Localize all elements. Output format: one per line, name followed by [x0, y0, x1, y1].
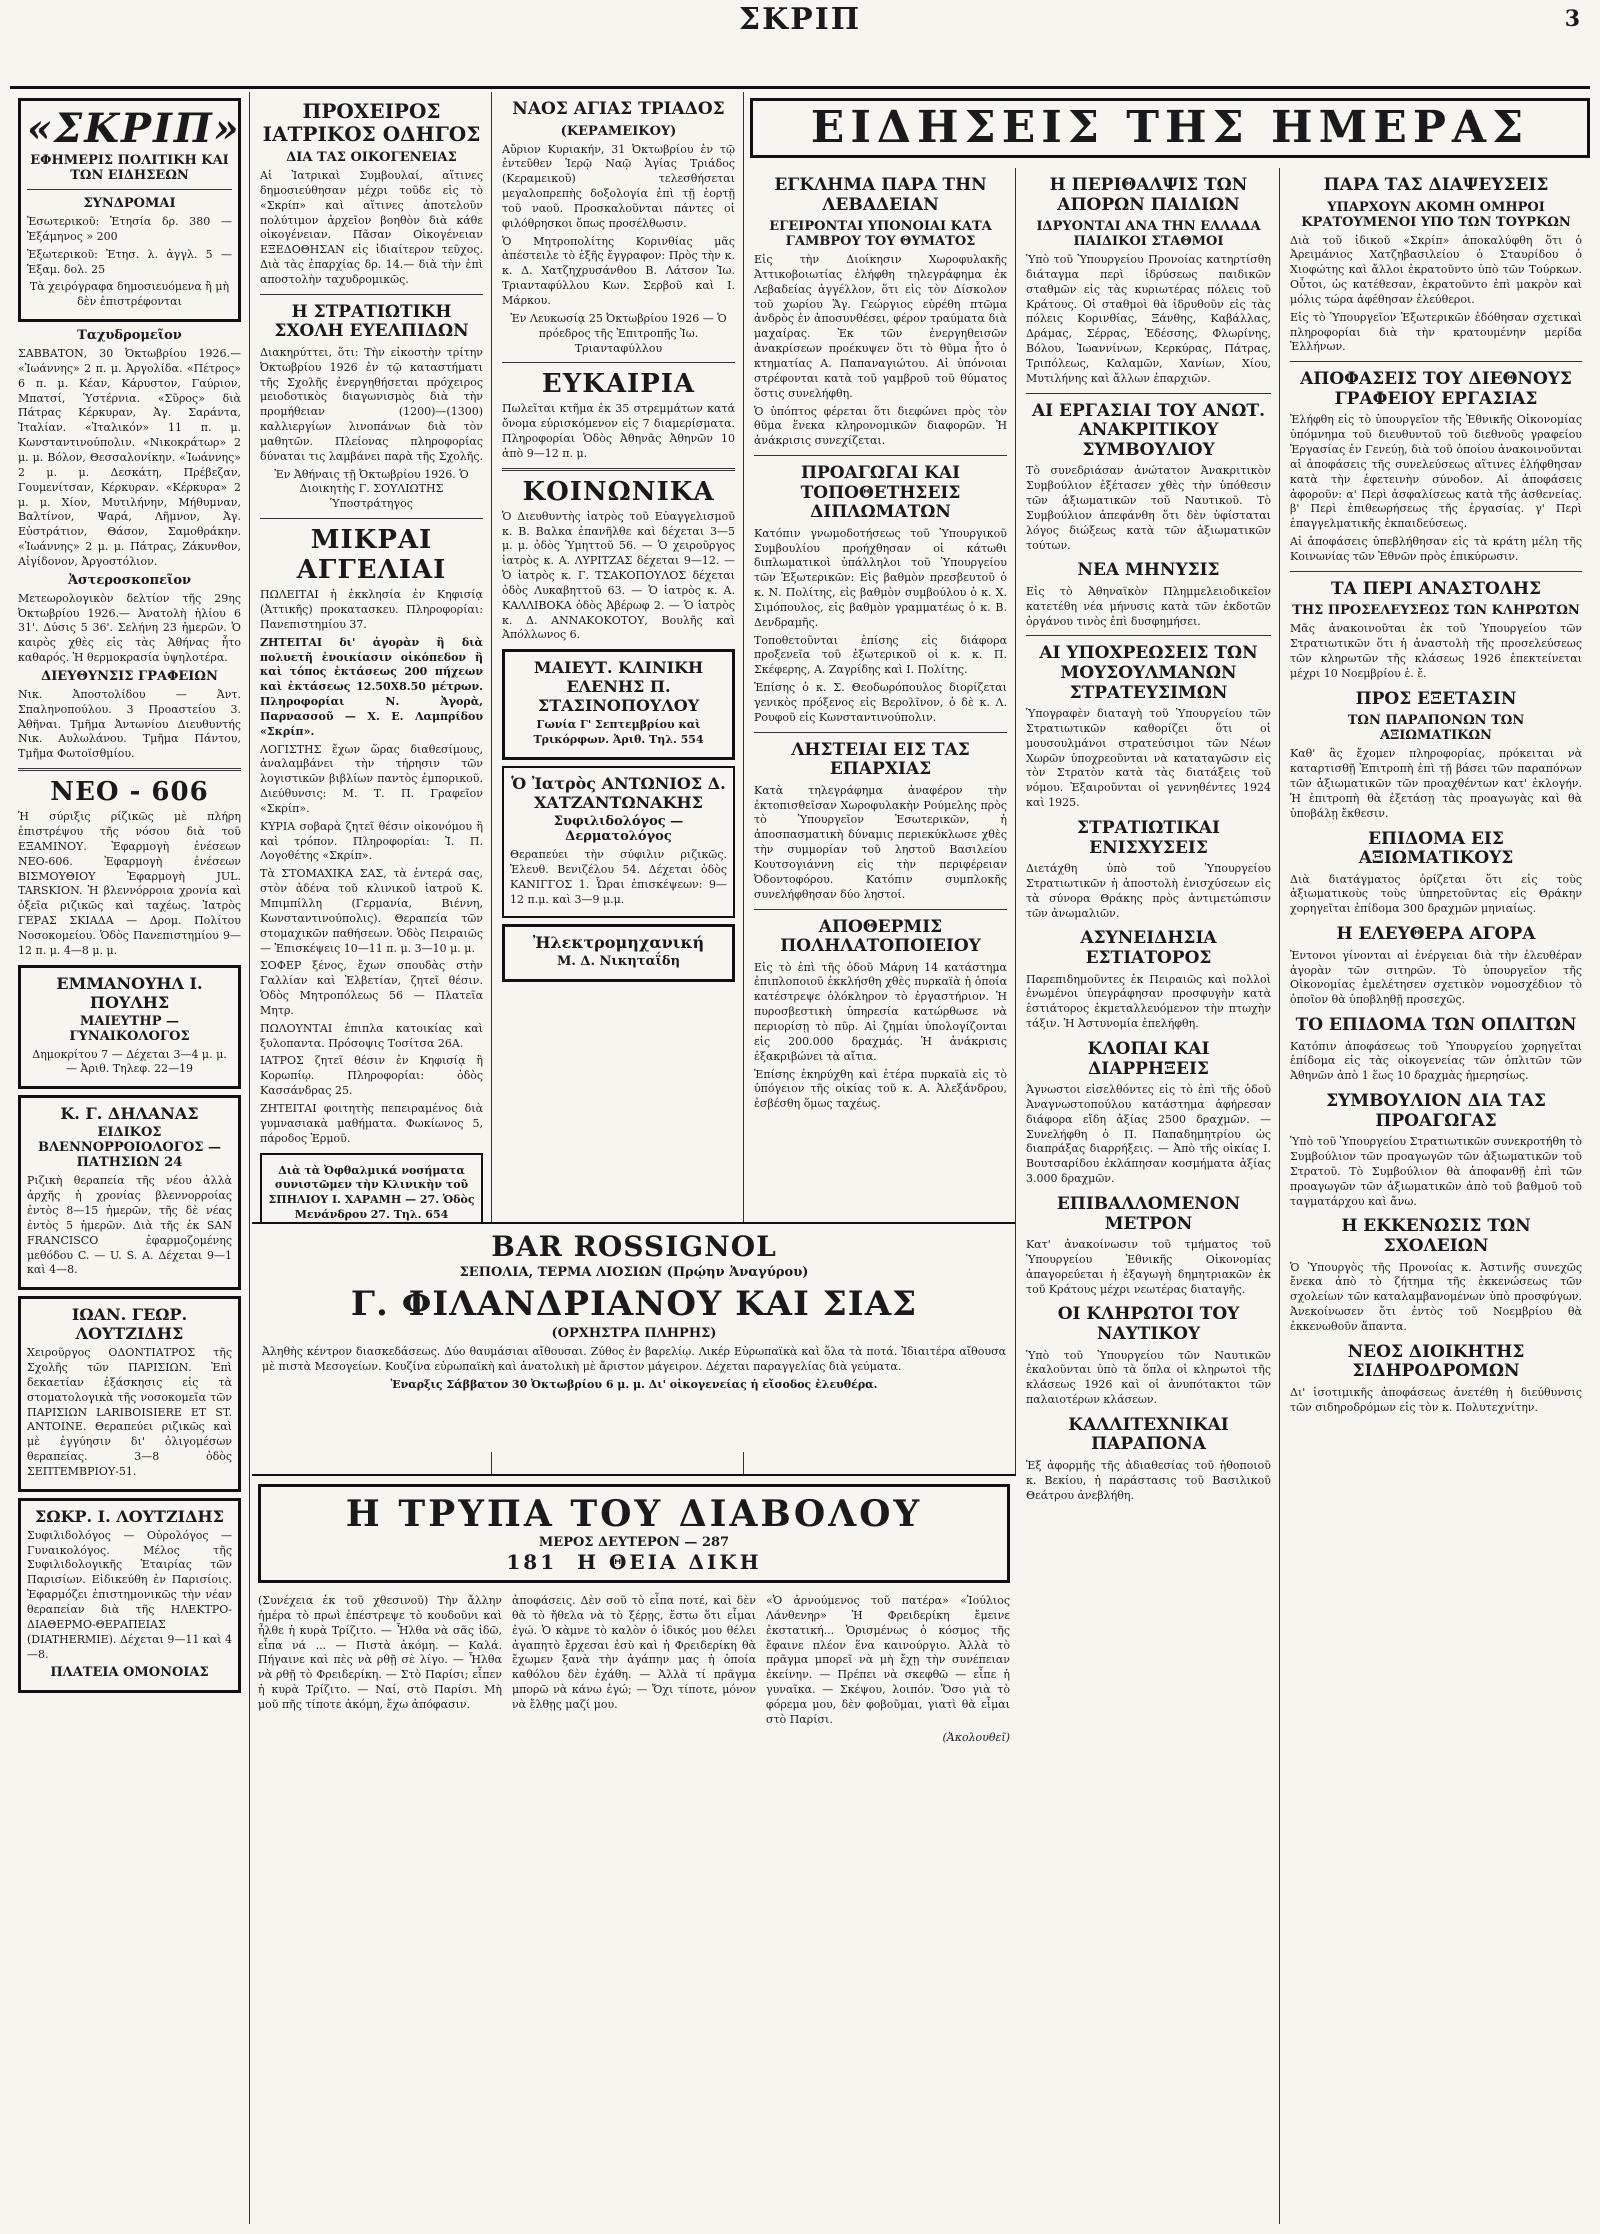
thefts-text: Ἀγνωστοι εἰσελθόντες εἰς τὸ ἐπὶ τῆς ὁδοῦ Ἀναγνωστοπούλου κατάστημα ἀφήρεσαν διάφορα εἴδη ἀξίας 2500 δραχμῶν. — Συνελήφθη ὁ Π. Παπαδημητρίου ὡς διαπράξας διαρρήξεις. — Ἀπὸ τῆς οἰκίας Ι. Βουτσαρίδου ἐκλάπησαν κοσμήματα ἀξίας 3.000 δραχμῶν.	[1026, 1083, 1271, 1186]
thefts-title: ΚΛΟΠΑΙ ΚΑΙ ΔΙΑΡΡΗΞΕΙΣ	[1087, 1038, 1210, 1079]
exam-text: Καθ' ἃς ἔχομεν πληροφορίας, πρόκειται νὰ καταρτισθῇ Ἐπιτροπὴ ἐπὶ τῇ βάσει τῶν παραπόνων τῶν ἀξιωματικῶν τῶν προαχθέντων κατ' ἐκλογήν. Ἡ ἐπιτροπὴ θὰ ἐξετάσῃ τὰς προαγωγὰς καὶ θὰ ὑποβάλῃ ἔκθεσιν.	[1290, 747, 1582, 820]
column-1	[10, 92, 250, 2224]
masthead-box	[18, 98, 241, 322]
muslim-conscripts-text: Ὑπογραφὲν διαταγὴ τοῦ Ὑπουργείου τῶν Στρατιωτικῶν καθορίζει ὅτι οἱ μουσουλμάνοι στρατεύσιμοι τῶν Νέων Χωρῶν ὑποχρεοῦνται νὰ καταταγῶσιν εἰς τὸν Στρατὸν κατὰ τὰς διατάξεις τοῦ νόμου. Ἐξαιροῦνται οἱ γεννηθέντες 1924 καὶ 1925.	[1026, 707, 1271, 810]
free-market-text: Ἐντονοι γίνονται αἱ ἐνέργειαι διὰ τὴν ἐλευθέραν ἀγορὰν τῶν σιτηρῶν. Τὸ ὑπουργεῖον τῆς Οἰκονομίας ἐμελέτησεν σχετικὸν νομοσχέδιον τὸ ὁποῖον θὰ ὑποβληθῇ προσεχῶς.	[1290, 948, 1582, 1007]
railways-text: Δι' ἰσοτιμικῆς ἀποφάσεως ἀνετέθη ἡ διεύθυνσις τῶν σιδηροδρόμων εἰς τὸν κ. Πολυτεχνίτην.	[1290, 1385, 1582, 1414]
social-title: ΚΟΙΝΩΝΙΚΑ	[522, 476, 715, 507]
column-6	[1282, 168, 1590, 2224]
council-title: ΑΙ ΕΡΓΑΣΙΑΙ ΤΟΥ ΑΝΩΤ. ΑΝΑΚΡΙΤΙΚΟΥ ΣΥΜΒΟΥΛΙΟΥ	[1031, 400, 1266, 460]
bar-orchestra: (ΟΡΧΗΣΤΡΑ ΠΛΗΡΗΣ)	[551, 1326, 717, 1341]
novel-text-1: (Συνέχεια ἐκ τοῦ χθεσινοῦ) Τὴν ἄλλην ἡμέρα τὸ πρωὶ ἐπέστρεψε τὸ κουδοῦνι καὶ ἦλθε ἡ κυρὰ Τρίζιτο. — Ἦλθα νὰ σᾶς ἰδῶ, εἶπα νά ... — Πιστὰ ἀκόμη. — Καλά. Πήγαινε καὶ πὲς νὰ ρθῇ σὲ λίγο. — Ἦλθα νὰ ρθῇ τὸ Φρειδερίκη. — Στὸ Παρίσι; εἶπεν ἡ κυρὰ Τρίζιτο. — Ναί, στὸ Παρίσι. Μὴ μοῦ πῆς τίποτε ἀκόμη, ἔχω ἀπόφασιν.	[258, 1594, 502, 1711]
guide-text: Αἱ Ἰατρικαὶ Συμβουλαί, αἵτινες δημοσιεύθησαν μέχρι τοῦδε εἰς τὸ «Σκρίπ» καὶ αἵτινες ἀποτελοῦν πολύτιμον ἀρχεῖον βοηθὸν διὰ κάθε οἰκογένειαν. Πᾶσαν Οἰκογένειαν ΕΞΕΔΟΘΗΣΑΝ εἰς ἰδιαίτερον τεῦχος. Διὰ τὰς ἐπαρχίας δρ. 14.— διὰ τὴν ἐπὶ αποστολὴν ταχυδρομικῶς.	[260, 169, 483, 286]
guide-subtitle: ΔΙΑ ΤΑΣ ΟΙΚΟΓΕΝΕΙΑΣ	[286, 150, 457, 165]
electro-ad	[502, 924, 735, 982]
classified-8: ΙΑΤΡΟΣ ζητεῖ θέσιν ἐν Κηφισίᾳ ἢ Κορωπίῳ. Πληροφορίαι: ὁδὸς Κασσάνδρας 25.	[260, 1054, 483, 1098]
orphans-text: Ὑπὸ τοῦ Ὑπουργείου Προνοίας κατηρτίσθη διάταγμα περὶ ἱδρύσεως παιδικῶν σταθμῶν εἰς τὰς κυριωτέρας πόλεις τοῦ Κράτους. Οἱ σταθμοὶ θὰ ἱδρυθοῦν εἰς τὰς πόλεις Κορινθίας, Ξάνθης, Καβάλλας, Δράμας, Σέρρας, Ἐδέσσης, Φλωρίνης, Βόλου, Ἰωαννίνων, Κερκύρας, Πάτρας, Τριπόλεως, Καλαμῶν, Χανίων, Χίου, Μυτιλήνης καὶ ἄλλων ἐπαρχιῶν.	[1026, 253, 1271, 385]
doctor-ad	[502, 766, 735, 918]
subscriptions-title: ΣΥΝΔΡΟΜΑΙ	[83, 196, 176, 211]
fire-text-2: Ἐπίσης ἐκηρύχθη καὶ ἑτέρα πυρκαϊὰ εἰς τὸ ὑπόγειον τῆς οἰκίας τοῦ κ. Α. Ἀλεξάνδρου, ἐσβέσθη ὅμως ταχέως.	[754, 1067, 1007, 1111]
ad-pouliss-name: ΕΜΜΑΝΟΥΗΛ Ι. ΠΟΥΛΗΣ	[56, 973, 203, 1012]
novel-title: Η ΤΡΥΠΑ ΤΟΥ ΔΙΑΒΟΛΟΥ	[345, 1493, 923, 1535]
promotions-text-2: Τοποθετοῦνται ἐπίσης εἰς διάφορα προξενεῖα τοῦ ἐξωτερικοῦ οἱ κ. κ. Π. Σκέφερης, Α. Ζαγρίδης καὶ Ι. Πολίτης.	[754, 633, 1007, 677]
ad-loutzidis-doctor-name: ΣΩΚΡ. Ι. ΛΟΥΤΖΙΔΗΣ	[35, 1506, 224, 1526]
suspension-text: Μᾶς ἀνακοινοῦται ἐκ τοῦ Ὑπουργείου τῶν Στρατιωτικῶν ὅτι ἡ ἀναστολὴ τῆς προσελεύσεως τῶν κληρωτῶν τῆς κλάσεως 1926 ἐπεκτείνεται μέχρι 10 Νοεμβρίου ἐ. ἔ.	[1290, 622, 1582, 680]
church-signature: Ἐν Λευκωσίᾳ 25 Ὀκτωβρίου 1926 — Ὁ πρόεδρος τῆς Ἐπιτροπῆς Ἰω. Τριανταφύλλου	[510, 311, 727, 355]
novel-continued: (Ἀκολουθεῖ)	[942, 1730, 1010, 1744]
classified-1: ΠΩΛΕΙΤΑΙ ἡ ἐκκλησία ἐν Κηφισίᾳ (Ἀττικῆς) προκατασκευ. Πληροφορίαι: Πανεπιστημίου 37.	[260, 588, 483, 631]
page-number: 3	[1564, 6, 1580, 32]
labour-office-text: Ἐλήφθη εἰς τὸ ὑπουργεῖον τῆς Ἐθνικῆς Οἰκονομίας ὑπόμνημα τοῦ διευθυντοῦ τοῦ διεθνοῦς γραφείου Ἐργασίας ἐν Γενεύῃ, διὰ τοῦ ὁποίου ἀνακοινοῦνται αἱ ἀποφάσεις τῆς συνελεύσεως αἵτινες ἐλήφθησαν κατὰ τὴν ἐφετεινὴν σύνοδον. Αἱ ἀποφάσεις ἀφοροῦν: α' Περὶ ἀσφαλίσεως κατὰ τῆς ἀσθενείας. β' Περὶ ἐπιθεωρήσεως τῆς ἐργασίας. γ' Περὶ ἐπαγγελματικῆς ἐκπαιδεύσεως.	[1290, 413, 1582, 531]
novel-part: ΜΕΡΟΣ ΔΕΥΤΕΡΟΝ	[538, 1535, 680, 1550]
novel-text-2: ἀποφάσεις. Δὲν σοῦ τὸ εἶπα ποτέ, καὶ δὲν θὰ τὸ ἤθελα νὰ τὸ ξέρῃς, ἔστω ὅτι εἶμαι ἐγώ. Ὁ κὰμνε τὸ καλὸν ὁ ἰδικός μου θέλει ἀγαπητὸ ἔρχεσαι ἐσὺ καὶ ἡ Φρειδερίκη θὰ ἔχωμεν ξανὰ τὴν ἀγάπην μας ἡ ὁποία καθόλου δὲν ἐχάθη. — Ἀλλὰ τί πρᾶγμα μπορῶ νὰ κάνω ἐγώ; — Ὄχι τίποτε, μόνον νὰ ἔλθῃς μαζί μου.	[512, 1594, 756, 1711]
subscriptions-note: Τὰ χειρόγραφα δημοσιευόμενα ἢ μὴ δὲν ἐπιστρέφονται	[29, 280, 230, 309]
ad-dilanas-name: Κ. Γ. ΔΗΛΑΝΑΣ	[60, 1104, 199, 1124]
labour-office-title: ΑΠΟΦΑΣΕΙΣ ΤΟΥ ΔΙΕΘΝΟΥΣ ΓΡΑΦΕΙΟΥ ΕΡΓΑΣΙΑΣ	[1300, 369, 1572, 409]
bar-subtitle: ΣΕΠΟΛΙΑ, ΤΕΡΜΑ ΛΙΟΣΙΩΝ (Πρῴην Ἀναγύρου)	[459, 1265, 809, 1280]
navy-conscripts-title: ΟΙ ΚΛΗΡΩΤΟΙ ΤΟΥ ΝΑΥΤΙΚΟΥ	[1057, 1304, 1240, 1344]
bar-owner: Γ. ΦΙΛΑΝΔΡΙΑΝΟΥ ΚΑΙ ΣΙΑΣ	[350, 1284, 918, 1324]
ad-loutzidis-doctor-footer: ΠΛΑΤΕΙΑ ΟΜΟΝΟΙΑΣ	[50, 1665, 209, 1681]
eye-clinic-text: Διὰ τὰ Ὀφθαλμικά νοσήματα συνιστῶμεν τὴν Κλινικὴν τοῦ ΣΠΗΛΙΟΥ Ι. ΧΑΡΑΜΗ — 27. Ὁδὸς Μενάνδρου 27. Τηλ. 654	[268, 1163, 475, 1222]
church-text: Αὔριον Κυριακήν, 31 Ὀκτωβρίου ἐν τῷ ἐντεῦθεν Ἱερῷ Ναῷ Ἁγίας Τριάδος (Κεραμεικοῦ) τελεσθήσεται μεγαλοπρεπὴς δοξολογία ἐπὶ τῇ ἑορτῇ τοῦ ναοῦ. Προσκαλοῦνται πάντες οἱ φιλόθρησκοι ὅπως προσέλθωσιν.	[502, 142, 735, 230]
railways-title: ΝΕΟΣ ΔΙΟΙΚΗΤΗΣ ΣΙΔΗΡΟΔΡΟΜΩΝ	[1347, 1341, 1525, 1382]
school-signature: Ἐν Ἀθήναις τῇ Ὀκτωβρίου 1926. Ὁ Διοικητὴς Γ. ΣΟΥΛΙΩΤΗΣ Ὑποστράτηγος	[274, 467, 469, 511]
free-market-title: Η ΕΛΕΥΘΕΡΑ ΑΓΟΡΑ	[1336, 924, 1536, 945]
classified-6: ΣΟΦΕΡ ξένος, ἔχων σπουδὰς στὴν Γαλλίαν καὶ Ἑλβετίαν, ζητεῖ θέσιν. Ὁδὸς Μητροπόλεως 56 — Πλατεῖα Μητρ.	[260, 959, 483, 1017]
reinforcements-title: ΣΤΡΑΤΙΩΤΙΚΑΙ ΕΝΙΣΧΥΣΕΙΣ	[1077, 818, 1220, 858]
classified-9: ΖΗΤΕΙΤΑΙ φοιτητὴς πεπειραμένος διὰ γυμνασιακὰ μαθήματα. Φωκίωνος 5, πάροδος Ἑρμοῦ.	[260, 1101, 483, 1145]
guide-title: ΠΡΟΧΕΙΡΟΣ ΙΑΤΡΙΚΟΣ ΟΔΗΓΟΣ	[262, 99, 481, 146]
hostages-subtitle: ΥΠΑΡΧΟΥΝ ΑΚΟΜΗ ΟΜΗΡΟΙ ΚΡΑΤΟΥΜΕΝΟΙ ΥΠΟ ΤΩΝ ΤΟΥΡΚΩΝ	[1301, 199, 1571, 230]
fire-text: Εἰς τὸ ἐπὶ τῆς ὁδοῦ Μάρνη 14 κατάστημα ἐπιπλοποιοῦ ἐκκλήσθη χθὲς πυρκαϊὰ ἡ ὁποία κατέστρεψε ὁλόκληρον τὸ ἐργαστήριον. Ἡ πυροσβεστικὴ ὑπηρεσία κατώρθωσε νὰ περιορίσῃ τὸ πῦρ. Αἱ ζημίαι ὑπολογίζονται εἰς 200.000 δραχμάς. Ἡ ἀνάκρισις ἐξακριβώνει τὰ αἴτια.	[754, 960, 1007, 1063]
orphans-subtitle: ΙΔΡΥΟΝΤΑΙ ΑΝΑ ΤΗΝ ΕΛΛΑΔΑ ΠΑΙΔΙΚΟΙ ΣΤΑΘΜΟΙ	[1036, 219, 1261, 250]
arts-complaints-title: ΚΑΛΛΙΤΕΧΝΙΚΑΙ ΠΑΡΑΠΟΝΑ	[1068, 1414, 1229, 1455]
weather-title: Ἀστεροσκοπεῖον	[67, 572, 192, 588]
subscriptions-interior: Ἐσωτερικοῦ: Ἐτησία δρ. 380 — Ἑξάμηνος » 200	[27, 215, 232, 243]
social-text: Ὁ Διευθυντὴς ἰατρὸς τοῦ Εὐαγγελισμοῦ κ. Β. Βαλκα ἐπανῆλθε καὶ δέχεται 3—5 μ. μ. ὁδὸς Ὑμηττοῦ 56. — Ὁ χειροῦργος ἰατρὸς κ. Α. ΛΥΡΙΤΖΑΣ δέχεται 9—12. — Ὁ ἰατρὸς κ. Γ. ΤΣΑΚΟΠΟΥΛΟΣ δέχεται ὁδὸς Λυκαβηττοῦ 63. — Ὁ ἰατρὸς κ. Α. ΚΑΛΛΙΒΟΚΑ ὁδὸς Ἀβέρωφ 2. — Ὁ ἰατρὸς κ. Δ. ΑΝΝΑΚΟΚΟΤΟΥ, Βουλῆς καὶ Ἀπόλλωνος 6.	[502, 509, 735, 642]
measures-title: ΕΠΙΒΑΛΛΟΜΕΝΟΝ ΜΕΤΡΟΝ	[1056, 1193, 1241, 1234]
post-text: ΣΑΒΒΑΤΟΝ, 30 Ὀκτωβρίου 1926.— «Ἰωάννης» 2 π. μ. Ἀργολίδα. «Πέτρος» 6 π. μ. Κέαν, Κάρυστον, Γαύριον, Μπατσί, Ὑστέρνια. «Σῦρος» διὰ Πάτρας Κέρκυραν, Ἀγ. Σαράντα, Ἰταλίαν. «Ἰταλικόν» 11 π. μ. Κωνσταντινούπολιν. «Νικοκράτωρ» 2 μ. μ. Βόλον, Θεσσαλονίκην. «Ἰωάννης» 2 μ. μ. Δεσκάτη, Πρέβεζαν, Γουμενίτσαν, Κέρκυραν. «Κέρκυρα» 2 μ. μ. Χίον, Μυτιλήνην, Μήθυμναν, Βαλτίνον, Ψαρά, Λῆμνον, Ἀγ. Εὐστράτιον, Θάσον, Σαμοθράκην. «Ἰωάννης» 2 μ. μ. Πάτρας, Ζάκυνθον, Αἰγίδονον, Ἀργοστόλιον.	[18, 347, 241, 568]
electro-ad-name: Μ. Δ. Νικηταΐδη	[556, 954, 681, 970]
electro-ad-title: Ἠλεκτρομηχανική	[532, 933, 705, 953]
ad-dilanas-text: Ριζικὴ θεραπεία τῆς νέου ἀλλὰ ἀρχῆς ἡ χρονίας βλεννορροίας ἐντὸς 8—15 ἡμερῶν, τῆς δὲ νέας ἐντὸς 5 ἡμερῶν. Διὰ τῆς ἐκ SAN FRANCISCO ἐφαρμοζομένης μεθόδου C. — U. S. A. Δέχεται 9—1 καὶ 4—8.	[27, 1174, 232, 1277]
logo-subtitle: ΕΦΗΜΕΡΙΣ ΠΟΛΙΤΙΚΗ ΚΑΙ ΤΩΝ ΕΙΔΗΣΕΩΝ	[30, 153, 229, 183]
maternity-clinic-address: Γωνία Γ' Σεπτεμβρίου καὶ Τρικόρφων. Ἀριθ. Τηλ. 554	[533, 718, 704, 747]
admin-title: ΔΙΕΥΘΥΝΣΙΣ ΓΡΑΦΕΙΩΝ	[41, 668, 218, 684]
masthead-title: ΣΚΡΙΠ	[738, 2, 862, 37]
promotions-text: Κατόπιν γνωμοδοτήσεως τοῦ Ὑπουργικοῦ Συμβουλίου προήχθησαν οἱ κάτωθι διπλωματικοὶ ὑπάλληλοι τοῦ Ὑπουργείου τῶν Ἐξωτερικῶν: Εἰς βαθμὸν πρεσβευτοῦ ὁ κ. Ν. Πολίτης, εἰς βαθμὸν συμβούλου ὁ κ. Χ. Σιμόπουλος, εἰς βαθμὸν γραμματέως ὁ κ. Β. Δενδραμῆς.	[754, 526, 1007, 629]
council-text: Τὸ συνεδριάσαν ἀνώτατον Ἀνακριτικὸν Συμβούλιον ἐξέτασεν χθὲς τὴν ὑπόθεσιν τῶν ἀξιωματικῶν τοῦ Ναυτικοῦ. Τὸ Συμβούλιον ἀπεφάνθη ὅτι δὲν ὑφίσταται λόγος διώξεως κατὰ τῶν ἀξιωματικῶν τούτων.	[1026, 464, 1271, 552]
hostages-text: Διὰ τοῦ ἰδικοῦ «Σκρίπ» ἀποκαλύφθη ὅτι ὁ Ἀρειμάνιος Χατζηβασιλείου ὁ Σταυρίδου ὁ Χιοφώτης καὶ ἄλλοι ἐκρατοῦντο ὑπὸ τῶν Τούρκων. Οὗτοι, ὡς κατέθεσαν, ἐκρατοῦντο ἐπὶ μακρὸν καὶ μόλις τώρα ἀφέθησαν ἐλεύθεροι.	[1290, 233, 1582, 306]
school-title: Η ΣΤΡΑΤΙΩΤΙΚΗ ΣΧΟΛΗ ΕΥΕΛΠΙΔΩΝ	[274, 301, 469, 342]
doctor-ad-text: Θεραπεύει τὴν σύφιλιν ριζικῶς. Ἑλευθ. Βενιζέλου 54. Δέχεται ὁδὸς ΚΑΝΙΓΓΟΣ 1. Ὧραι ἐπισκέψεων: 9—12 π.μ. καὶ 3—9 μ.μ.	[510, 848, 727, 906]
ad-loutzidis-dentist-text: Χειροῦργος ΟΔΟΝΤΙΑΤΡΟΣ τῆς Σχολῆς τῶν ΠΑΡΙΣΙΩΝ. Ἐπὶ δεκαετίαν ἐξάσκησις εἰς τὰ στοματολογικὰ τῆς νοσοκομεῖα τῶν ΠΑΡΙΣΙΩΝ LARIBOISIERE ET ST. ANTOINE. Θεραπεύει ριζικῶς καὶ μὲ ἐγγύησιν δι' ὀλιγομέσων θεραπείας. 3—8 ὁδὸς ΣΕΠΤΕΜΒΡΙΟΥ-51.	[27, 1346, 232, 1478]
subscriptions-exterior: Ἐξωτερικοῦ: Ἐτησ. λ. ἀγγλ. 5 — Ἑξαμ. δολ. 25	[27, 247, 232, 276]
maternity-clinic-ad	[502, 649, 735, 760]
ad-loutzidis-doctor	[18, 1498, 241, 1694]
promotions-text-3: Ἐπίσης ὁ κ. Σ. Θεοδωρόπουλος διορίζεται γενικὸς πρόξενος εἰς Βερολῖνον, ὁ δὲ κ. Λ. Ρουφοῦ εἰς Κωνσταντινούπολιν.	[754, 681, 1007, 724]
promotions-council-text: Ὑπὸ τοῦ Ὑπουργείου Στρατιωτικῶν συνεκροτήθη τὸ Συμβούλιον τῶν προαγωγῶν τῶν ἀξιωματικῶν τοῦ Στρατοῦ. Τὸ Συμβούλιον θὰ ἀποφανθῇ ἐπὶ τῶν προαγωγῶν τῶν ἀξιωματικῶν ἀπὸ τοῦ βαθμοῦ τοῦ ταγματάρχου καὶ ἄνω.	[1290, 1135, 1582, 1208]
maternity-clinic-title: ΜΑΙΕΥΤ. ΚΛΙΝΙΚΗ ΕΛΕΝΗΣ Π. ΣΤΑΣΙΝΟΠΟΥΛΟΥ	[533, 658, 704, 716]
measures-text: Κατ' ἀνακοίνωσιν τοῦ τμήματος τοῦ Ὑπουργείου Ἐθνικῆς Οἰκονομίας ἀπαγορεύεται ἡ ἐξαγωγὴ δημητριακῶν ἐκ τοῦ Κράτους μέχρι νεωτέρας διαταγῆς.	[1026, 1238, 1271, 1296]
novel-header: Η ΤΡΥΠΑ ΤΟΥ ΔΙΑΒΟΛΟΥ ΜΕΡΟΣ ΔΕΥΤΕΡΟΝ — 287 181 Η ΘΕΙΑ ΔΙΚΗ	[258, 1484, 1010, 1583]
officers-allowance-title: ΕΠΙΔΟΜΑ ΕΙΣ ΑΞΙΩΜΑΤΙΚΟΥΣ	[1358, 828, 1514, 869]
ad-pouliss-address: Δημοκρίτου 7 — Δέχεται 3—4 μ. μ. — Ἀριθ. Τηλεφ. 22—19	[32, 1047, 227, 1076]
promotions-title: ΠΡΟΑΓΩΓΑΙ ΚΑΙ ΤΟΠΟΘΕΤΗΣΕΙΣ ΔΙΠΛΩΜΑΤΩΝ	[800, 463, 961, 523]
church-title: ΝΑΟΣ ΑΓΙΑΣ ΤΡΙΑΔΟΣ	[512, 99, 725, 119]
classified-title: ΜΙΚΡΑΙ ΑΓΓΕΛΙΑΙ	[296, 525, 447, 586]
novel-serial	[252, 1474, 1016, 2224]
news-of-the-day-banner: ΕΙΔΗΣΕΙΣ ΤΗΣ ΗΜΕΡΑΣ	[750, 98, 1590, 158]
reinforcements-text: Διετάχθη ὑπὸ τοῦ Ὑπουργείου Στρατιωτικῶν ἡ ἀποστολὴ ἐνισχύσεων εἰς τὰ σύνορα Θράκης πρὸς ἀντιμετώπισιν τῶν ἀνωμαλιῶν.	[1026, 862, 1271, 920]
hostages-title: ΠΑΡΑ ΤΑΣ ΔΙΑΨΕΥΣΕΙΣ	[1323, 175, 1549, 195]
promotions-council-title: ΣΥΜΒΟΥΛΙΟΝ ΔΙΑ ΤΑΣ ΠΡΟΑΓΩΓΑΣ	[1326, 1091, 1546, 1131]
restaurant-title: ΑΣΥΝΕΙΔΗΣΙΑ ΕΣΤΙΑΤΟΡΟΣ	[1080, 928, 1217, 969]
neo-606-title: ΝΕΟ - 606	[50, 777, 209, 808]
ad-pouliss	[18, 965, 241, 1090]
bar-title: BAR ROSSIGNOL	[491, 1230, 777, 1263]
church-subtitle: (ΚΕΡΑΜΕΙΚΟΥ)	[560, 123, 677, 139]
soldiers-allowance-title: ΤΟ ΕΠΙΔΟΜΑ ΤΩΝ ΟΠΛΙΤΩΝ	[1295, 1015, 1577, 1036]
ad-loutzidis-doctor-text: Συφιλιδολόγος — Οὐρολόγος — Γυναικολόγος. Μέλος τῆς Συφιλιδολογικῆς Ἑταιρίας τῶν Παρισίων. Εἰδικεύθη ἐν Παρισίοις. Ἐφαρμόζει ἐπιστημονικῶς τὴν νέαν θεραπείαν διὰ τῆς ΗΛΕΚΤΡΟ-ΔΙΑΘΕΡΜΟ-ΘΕΡΑΠΕΙΑΣ (DIATHERMIE). Δέχεται 9—11 καὶ 4—8.	[27, 1528, 232, 1661]
column-5	[1018, 168, 1280, 2224]
schools-title: Η ΕΚΚΕΝΩΣΙΣ ΤΩΝ ΣΧΟΛΕΙΩΝ	[1341, 1216, 1531, 1256]
doctor-ad-title: Ὁ Ἰατρὸς ΑΝΤΩΝΙΟΣ Δ. ΧΑΤΖΑΝΤΩΝΑΚΗΣ	[511, 774, 726, 813]
hostages-text-2: Εἰς τὸ Ὑπουργεῖον Ἐξωτερικῶν ἐδόθησαν σχετικαὶ πληροφορίαι διὰ τὴν κρατουμένην μερίδα Ἑλλήνων.	[1290, 310, 1582, 354]
novel-episode-number: 287	[701, 1535, 730, 1550]
exam-title: ΠΡΟΣ ΕΞΕΤΑΣΙΝ	[1355, 688, 1517, 709]
crime-text: Εἰς τὴν Διοίκησιν Χωροφυλακῆς Ἀττικοβοιωτίας ἐλήφθη τηλεγράφημα ἐκ Λεβαδείας ἀγγέλλον, ὅτι εἰς τὸν Δίσκολον τοῦ χωρίου Ἅγ. Γεώργιος εὑρέθη πτῶμα ἀνδρὸς ἐν ἀποσυνθέσει, φέρον τραύματα διὰ μαχαίρας. Ἐκ τῶν ἐνεργηθεισῶν ἀνακρίσεων προέκυψεν ὅτι τὸ θῦμα ἦτο ὁ κτηματίας Α. Παπαναγιώτου. Αἱ ὑπόνοιαι στρέφονται κατὰ τοῦ γαμβροῦ τοῦ θύματος ὅστις συνελήφθη.	[754, 253, 1007, 400]
classified-2: ΖΗΤΕΙΤΑΙ δι' ἀγορὰν ἢ διὰ πολυετῆ ἐνοικίασιν οἰκόπεδον ἢ καὶ τόπος ἐκτάσεως 200 πήχεων καὶ ἐκτάσεως 12.50Χ8.50 μέτρων. Πληροφορίαι Ν. Ἀγορὰ, Παρνασσοῦ — Χ. Ε. Λαμπρίδου «Σκρίπ».	[260, 635, 483, 738]
muslim-conscripts-title: ΑΙ ΥΠΟΧΡΕΩΣΕΙΣ ΤΩΝ ΜΟΥΣΟΥΛΜΑΝΩΝ ΣΤΡΑΤΕΥΣΙΜΩΝ	[1039, 643, 1258, 703]
occasion-title: ΕΥΚΑΙΡΙΑ	[541, 369, 696, 400]
bar-opening: Ἐναρξις Σάββατον 30 Ὀκτωβρίου 6 μ. μ. Δι' οἰκογενείας ἡ εἴσοδος ἐλευθέρα.	[390, 1377, 878, 1391]
ad-dilanas	[18, 1095, 241, 1290]
officers-allowance-text: Διὰ διατάγματος ὁρίζεται ὅτι εἰς τοὺς ἀξιωματικοὺς τοὺς ὑπηρετοῦντας εἰς Θράκην χορηγεῖται ἐπίδομα 300 δραχμῶν μηνιαίως.	[1290, 872, 1582, 916]
doctor-ad-spec: Συφιλιδολόγος — Δερματολόγος	[553, 814, 684, 845]
orphans-title: Η ΠΕΡΙΘΑΛΨΙΣ ΤΩΝ ΑΠΟΡΩΝ ΠΑΙΔΙΩΝ	[1049, 175, 1248, 215]
crime-title: ΕΓΚΛΗΜΑ ΠΑΡΑ ΤΗΝ ΛΕΒΑΔΕΙΑΝ	[774, 175, 987, 215]
novel-episode: 181	[506, 1550, 558, 1574]
classified-3: ΛΟΓΙΣΤΗΣ ἔχων ὥρας διαθεσίμους, ἀναλαμβάνει τὴν τήρησιν τῶν λογιστικῶν βιβλίων παντὸς ἐμπορικοῦ. Διεύθυνσις: Μ. Τ. Π. Γραφεῖον «Σκρίπ».	[260, 742, 483, 815]
arts-complaints-text: Ἐξ ἀφορμῆς τῆς ἀδιαθεσίας τοῦ ἠθοποιοῦ κ. Βεκίου, ἡ παράστασις τοῦ Βασιλικοῦ Θεάτρου ἀνεβλήθη.	[1026, 1458, 1271, 1502]
newspaper-logo: «ΣΚΡΙΠ»	[27, 105, 241, 152]
post-title: Ταχυδρομεῖον	[77, 328, 182, 344]
neo-606-text: Ἡ σύριξις ρίζικῶς μὲ πλήρη ἐπιστρέψου τῆς νόσου διὰ τοῦ ΕΞΑΜΙΝΟΥ. Ἐφαρμογὴ ἐνέσεων ΝΕΟ-606. Ἐφαρμογὴ ἐνέσεων ΒΙΣΜΟΥΘΙΟΥ Ἐφαρμογὴ JUL. TARSKION. Ἡ βλεννόρροια χρονία καὶ ὀξεῖα ριζικῶς καὶ ταχέως. Ἰατρὸς ΓΕΡΑΣ ΣΚΙΑΔΑ — Δρομ. Πολίτου Νοσοκομείου. Ὁδὸς Πανεπιστημίου 9—12 π. μ. 4—8 μ. μ.	[18, 810, 241, 957]
admin-text: Νικ. Ἀποστολίδου — Ἀντ. Σπαληνοπούλου. 3 Προαστείου 3. Ἀθῆναι. Τμῆμα Ἀντωνίου Διευθυντής Νικ. Αυλωλάνου. Τμῆμα Πάντου, Τμῆμα Φωτοϊσθμίου.	[18, 687, 241, 761]
soldiers-allowance-text: Κατόπιν ἀποφάσεως τοῦ Ὑπουργείου χορηγεῖται ἐπίδομα εἰς τὰς οἰκογενείας τῶν ὁπλιτῶν τῶν Ἀθηνῶν ἀπὸ 1 ἕως 10 δραχμὰς ἡμερησίως.	[1290, 1039, 1582, 1083]
robberies-title: ΛΗΣΤΕΙΑΙ ΕΙΣ ΤΑΣ ΕΠΑΡΧΙΑΣ	[791, 739, 970, 780]
classified-7: ΠΩΛΟΥΝΤΑΙ ἐπιπλα κατοικίας καὶ ξυλοπαντα. Πρόσοψις Τοσίτσα 26Α.	[260, 1021, 483, 1050]
schools-text: Ὁ Ὑπουργὸς τῆς Προνοίας κ. Ἀστινῆς συνεχῶς ἔνεκα ἀπὸ τὸ ζήτημα τῆς ἐκκενώσεως τῶν σχολείων τῶν καταλαμβανομένων ὑπὸ προσφύγων. Ἀνεκοίνωσεν ὅτι ἐντὸς τοῦ Νοεμβρίου θὰ ἐκκενωθοῦν ἅπαντα.	[1290, 1260, 1582, 1333]
restaurant-text: Παρεπιδημοῦντες ἐκ Πειραιῶς καὶ πολλοὶ ἐνωμένοι ὑπεγράφησαν προσφυγὴν κατὰ ἑστιάτορος ἐκμεταλλευόμενον τὴν πτωχὴν τάξιν. Ἡ Ἀστυνομία ἐπελήφθη.	[1026, 972, 1271, 1031]
exam-subtitle: ΤΩΝ ΠΑΡΑΠΟΝΩΝ ΤΩΝ ΑΞΙΩΜΑΤΙΚΩΝ	[1347, 713, 1525, 744]
occasion-text: Πωλεῖται κτῆμα ἐκ 35 στρεμμάτων κατά ὄνομα εὑρισκόμενον εἰς 7 διαμερίσματα. Πληροφορίαι Ὁδὸς Ἀθηνᾶς Ἀθηνῶν 10 ἀπὸ 9—12 π. μ.	[502, 402, 735, 460]
new-complaint-title: ΝΕΑ ΜΗΝΥΣΙΣ	[1077, 560, 1220, 581]
column-4	[746, 168, 1016, 1474]
school-text: Διακηρύττει, ὅτι: Τὴν εἰκοστὴν τρίτην Ὀκτωβρίου 1926 ἐν τῷ καταστήματι τῆς Σχολῆς ἐνεργηθήσεται πρόχειρος μειοδοτικὸς διαγωνισμὸς διὰ τὴν προμήθειαν (1200)—(1300) καλλιεργίων λινοπάνων διὰ τὸν μαθητῶν. Πλείονας πληροφορίας δύναται τις λαμβάνει παρὰ τῆς Σχολῆς.	[260, 345, 484, 463]
ad-dilanas-spec: ΕΙΔΙΚΟΣ ΒΛΕΝΝΟΡΡΟΙΟΛΟΓΟΣ — ΠΑΤΗΣΙΩΝ 24	[37, 1125, 222, 1171]
bar-text: Ἀληθὴς κέντρον διασκεδάσεως. Δύο θαυμάσιαι αἴθουσαι. Ζύθος ἐν βαρελίῳ. Λικέρ Εὐρωπαϊκὰ καὶ ὅλα τὰ ποτά. Ἰδιαιτέρα αἴθουσα μὲ πιστὰ Μεσογείων. Κουζίνα εὐρωπαϊκὴ καὶ ἀνατολικὴ μὲ ἄριστον μάγειρον. Δέχεται παραγγελίας διὰ γεύματα.	[262, 1345, 1006, 1373]
novel-episode-title: Η ΘΕΙΑ ΔΙΚΗ	[577, 1550, 762, 1574]
crime-subtitle: ΕΓΕΙΡΟΝΤΑΙ ΥΠΟΝΟΙΑΙ ΚΑΤΑ ΓΑΜΒΡΟΥ ΤΟΥ ΘΥΜΑΤΟΣ	[769, 219, 992, 250]
masthead	[10, 0, 1590, 89]
crime-text-2: Ὁ ὑπόπτος φέρεται ὅτι διεφώνει πρὸς τὸν θῦμα ἕνεκα κληρονομικῶν διαφορῶν. Ἡ ἀνάκρισις συνεχίζεται.	[754, 404, 1007, 448]
ad-pouliss-spec: ΜΑΙΕΥΤΗΡ — ΓΥΝΑΙΚΟΛΟΓΟΣ	[69, 1013, 190, 1044]
weather-text: Μετεωρολογικὸν δελτίον τῆς 29ης Ὀκτωβρίου 1926.— Ἀνατολὴ ἡλίου 6 31'. Δύσις 5 36'. Σελήνη 23 ἡμερῶν. Ὁ καιρὸς χθὲς εἰς τὰς Ἀθήνας ἦτο καθαρός. Ἡ θερμοκρασία ὑψηλοτέρα.	[18, 591, 241, 665]
robberies-text: Κατὰ τηλεγράφημα ἀναφέρον τὴν ἐκτοπισθεῖσαν Χωροφυλακὴν Ρούμελης πρὸς τὸ Ὑπουργεῖον Ἐσωτερικῶν, ἡ ἀποσπασματικὴ δύναμις περιεκύκλωσε χθὲς τὴν συμμορίαν τοῦ ληστοῦ Βασιλείου Κουτσογιάννη εἰς τὴν περιφέρειαν Ὀδοντοφόρου. Κατόπιν συμπλοκῆς συνελήφθησαν δύο ληστοί.	[754, 783, 1007, 901]
labour-office-text-2: Αἱ ἀποφάσεις ὑπεβλήθησαν εἰς τὰ κράτη μέλη τῆς Κοινωνίας τῶν Ἐθνῶν πρὸς ἐπικύρωσιν.	[1290, 535, 1582, 563]
novel-text-3: «Ὁ ἀρνούμενος τοῦ πατέρα» «Ἰούλιος Λάνθενηρ» Ἡ Φρειδερίκη ἔμεινε ἐκστατική... Ὁρισμένως ὁ κόσμος τῆς ἔφαινε πλέον ἕνα καινούργιο. Ἀλλὰ τὸ πρᾶγμα μπορεῖ νὰ μὴ ἔχῃ τὴν συνέπειαν ἐκείνην. — Πρέπει νὰ σκεφθῶ — εἶπε ἡ γυναῖκα. — Σκέψου, λοιπόν. Ὅσο γιὰ τὸ φόρεμα μου, δὲν φοβοῦμαι, γιατὶ θὰ εἶμαι στὸ Παρίσι.	[766, 1594, 1010, 1726]
classified-5: Τὰ ΣΤΟΜΑΧΙΚΑ ΣΑΣ, τὰ ἐντερά σας, στὸν ἀδένα τοῦ κλινικοῦ ἰατροῦ Κ. Μπιμπίλλη (Γερμανία, Βιέννη, Κωνσταντινούπολις). Θεραπεία τῶν στομαχικῶν παθήσεων. Ὁδὸς Πειραιῶς — Ἐπισκέψεις 10—11 π. μ. 3—10 μ. μ.	[260, 867, 483, 955]
ad-loutzidis-dentist	[18, 1296, 241, 1492]
navy-conscripts-text: Ὑπὸ τοῦ Ὑπουργείου τῶν Ναυτικῶν ἐκαλοῦνται ὑπὸ τὰ ὅπλα οἱ κληρωτοὶ τῆς κλάσεως 1926 καὶ οἱ ἀνυπότακτοι τῶν παλαιοτέρων κλάσεων.	[1026, 1348, 1271, 1407]
fire-title: ΑΠΟΘΕΡΜΙΣ ΠΟΛΗΛΑΤΟΠΟΙΕΙΟΥ	[780, 916, 981, 957]
ad-loutzidis-dentist-name: ΙΩΑΝ. ΓΕΩΡ. ΛΟΥΤΖΙΔΗΣ	[71, 1305, 188, 1344]
new-complaint-text: Εἰς τὸ Ἀθηναϊκὸν Πλημμελειοδικεῖον κατετέθη νέα μήνυσις κατὰ τῶν ἐκδοτῶν ὀργάνου τινὸς ἐπὶ δυσφημήσει.	[1026, 584, 1271, 628]
suspension-subtitle: ΤΗΣ ΠΡΟΣΕΛΕΥΣΕΩΣ ΤΩΝ ΚΛΗΡΩΤΩΝ	[1292, 603, 1580, 619]
suspension-title: ΤΑ ΠΕΡΙ ΑΝΑΣΤΟΛΗΣ	[1330, 578, 1542, 599]
classified-4: ΚΥΡΙΑ σοβαρὰ ζητεῖ θέσιν οἰκονόμου ἢ καὶ τρόπον. Πληροφορίαι: Ἰ. Π. Λογοθέτης «Σκρίπ».	[260, 819, 483, 863]
church-text-2: Ὁ Μητροπολίτης Κορινθίας μᾶς ἀπέστειλε τὸ ἑξῆς ἔγγραφον: Πρὸς τὴν κ. κ. Δ. Χατζηχρυσάνθου Β. Λάτσον Ἰω. Τριανταφύλλου Κων. Σερβοῦ καὶ Ι. Μάρκου.	[502, 234, 735, 307]
